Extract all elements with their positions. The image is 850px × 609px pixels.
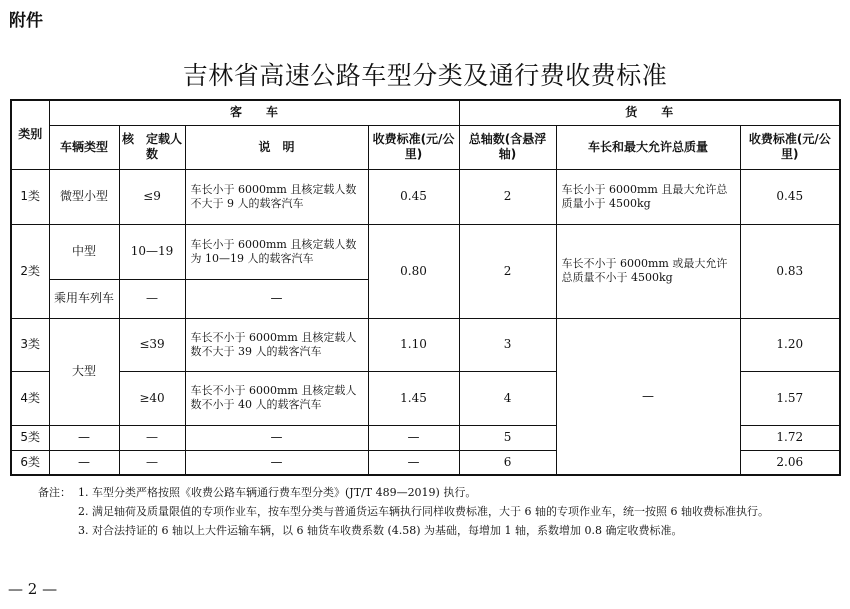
seats: ≥40 (119, 371, 185, 425)
note-text: 2. 满足轴荷及质量限值的专项作业车，按车型分类与普通货运车辆执行同样收费标准，大于 6 轴的专项作业车，统一按照 6 轴收费标准执行。 (78, 505, 769, 518)
vehicle-type: 微型小型 (49, 169, 119, 224)
note-item (38, 521, 838, 540)
category-label: 5类 (11, 425, 49, 450)
notes-label: 备注： (38, 486, 71, 499)
vehicle-type: — (49, 450, 119, 475)
table-row (11, 169, 840, 224)
header-passenger: 客 车 (49, 100, 459, 125)
axles: 5 (459, 425, 556, 450)
cargo-fee: 0.83 (740, 224, 840, 318)
passenger-fee: 0.80 (368, 224, 459, 318)
header-seats: 核 定载人数 (119, 125, 185, 169)
cargo-fee: 1.72 (740, 425, 840, 450)
fee-table (10, 99, 841, 476)
passenger-fee: 0.45 (368, 169, 459, 224)
axles: 2 (459, 169, 556, 224)
header-cargo: 货 车 (459, 100, 840, 125)
vehicle-type: 大型 (49, 318, 119, 425)
page-number: — 2 — (8, 580, 58, 598)
cargo-fee: 2.06 (740, 450, 840, 475)
table-row (11, 318, 840, 371)
header-axles: 总轴数(含悬浮轴) (459, 125, 556, 169)
cargo-fee: 1.20 (740, 318, 840, 371)
cargo-description: 车长不小于 6000mm 或最大允许总质量不小于 4500kg (556, 224, 740, 318)
passenger-fee: — (368, 425, 459, 450)
description: — (185, 279, 368, 318)
header-row-2 (11, 125, 840, 169)
axles: 4 (459, 371, 556, 425)
axles: 6 (459, 450, 556, 475)
description: 车长小于 6000mm 且核定载人数为 10—19 人的载客汽车 (185, 224, 368, 279)
header-passenger-fee: 收费标准(元/公里) (368, 125, 459, 169)
category-label: 3类 (11, 318, 49, 371)
header-category: 类别 (11, 100, 49, 169)
description: — (185, 450, 368, 475)
vehicle-type: 中型 (49, 224, 119, 279)
notes (38, 483, 838, 540)
description: 车长不小于 6000mm 且核定载人数不大于 39 人的载客汽车 (185, 318, 368, 371)
seats: ≤9 (119, 169, 185, 224)
header-row-1 (11, 100, 840, 125)
description: — (185, 425, 368, 450)
description: 车长小于 6000mm 且核定载人数不大于 9 人的载客汽车 (185, 169, 368, 224)
page-title: 吉林省高速公路车型分类及通行费收费标准 (182, 61, 668, 90)
category-label: 6类 (11, 450, 49, 475)
cargo-description: — (556, 318, 740, 475)
seats: — (119, 450, 185, 475)
note-item (38, 502, 838, 521)
cargo-fee: 0.45 (740, 169, 840, 224)
header-length-weight: 车长和最大允许总质量 (556, 125, 740, 169)
cargo-description: 车长小于 6000mm 且最大允许总质量小于 4500kg (556, 169, 740, 224)
passenger-fee: 1.10 (368, 318, 459, 371)
header-vehicle-type: 车辆类型 (49, 125, 119, 169)
category-label: 2类 (11, 224, 49, 318)
seats: — (119, 425, 185, 450)
note-item (38, 483, 838, 502)
attachment-label: 附件 (9, 11, 43, 31)
vehicle-type: — (49, 425, 119, 450)
header-cargo-fee: 收费标准(元/公里) (740, 125, 840, 169)
axles: 2 (459, 224, 556, 318)
description: 车长不小于 6000mm 且核定载人数不小于 40 人的载客汽车 (185, 371, 368, 425)
header-description: 说 明 (185, 125, 368, 169)
passenger-fee: — (368, 450, 459, 475)
axles: 3 (459, 318, 556, 371)
seats: ≤39 (119, 318, 185, 371)
passenger-fee: 1.45 (368, 371, 459, 425)
category-label: 1类 (11, 169, 49, 224)
note-text: 3. 对合法持证的 6 轴以上大件运输车辆，以 6 轴货车收费系数 (4.58) 为基础，每增加 1 轴，系数增加 0.8 确定收费标准。 (78, 524, 683, 537)
seats: 10—19 (119, 224, 185, 279)
cargo-fee: 1.57 (740, 371, 840, 425)
table-row (11, 224, 840, 279)
vehicle-type: 乘用车列车 (49, 279, 119, 318)
seats: — (119, 279, 185, 318)
category-label: 4类 (11, 371, 49, 425)
note-text: 1. 车型分类严格按照《收费公路车辆通行费车型分类》(JT/T 489—2019) 执行。 (78, 486, 477, 499)
